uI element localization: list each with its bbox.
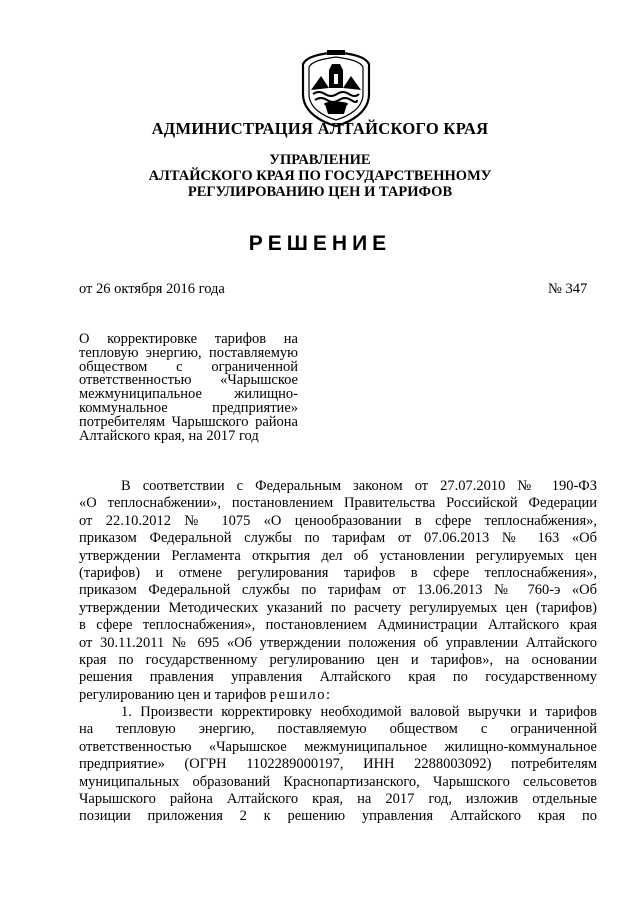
body-line: «О теплоснабжении», постановлением Правительства Российской Федерации: [79, 495, 597, 512]
altai-krai-coat-of-arms-icon: [299, 50, 373, 128]
body-line: утверждении Регламента открытия дел об установлении регулируемых цен: [79, 547, 597, 564]
decision-subject: О корректировке тарифов на тепловую энергию, поставляемую обществом с ограниченной ответственностью «Чарышское межмуниципальное жилищно-коммунальное предприятие» потребителям Чарышского района Алтайского края, на 2017 год: [79, 331, 298, 444]
body-line: (тарифов) и отмене регулирования тарифов в сфере теплоснабжения»,: [79, 564, 597, 581]
body-line: от 22.10.2012 № 1075 «О ценообразовании в сфере теплоснабжения»,: [79, 512, 597, 529]
department-line: АЛТАЙСКОГО КРАЯ ПО ГОСУДАРСТВЕННОМУ: [148, 168, 492, 184]
body-line-text: регулированию цен и тарифов: [79, 686, 270, 703]
department-name: [0, 152, 640, 200]
org-title: АДМИНИСТРАЦИЯ АЛТАЙСКОГО КРАЯ: [151, 119, 489, 138]
body-line: решения правления управления Алтайского края по государственному: [79, 669, 597, 686]
body-line: Чарышского района Алтайского края, на 2017 год, изложив отдельные: [79, 791, 597, 808]
body-line: утверждении Методических указаний по расчету регулируемых цен (тарифов): [79, 599, 597, 616]
department-line: РЕГУЛИРОВАНИЮ ЦЕН И ТАРИФОВ: [187, 184, 453, 200]
body-line: позиции приложения 2 к решению управления Алтайского края по: [79, 808, 597, 825]
resolved-word: решило:: [269, 686, 332, 703]
body-line: в сфере теплоснабжения», постановлением Администрации Алтайского края: [79, 617, 597, 634]
body-line: В соответствии с Федеральным законом от 27.07.2010 № 190-ФЗ: [121, 478, 597, 494]
body-line: приказом Федеральной службы по тарифам от 07.06.2013 № 163 «Об: [79, 530, 597, 547]
decision-body: [79, 478, 597, 826]
body-line: на тепловую энергию, поставляемую обществом с ограниченной: [79, 721, 597, 738]
body-line: от 30.11.2011 № 695 «Об утверждении положения об управлении Алтайского: [79, 634, 597, 651]
body-line: 1. Произвести корректировку необходимой валовой выручки и тарифов: [121, 704, 597, 721]
body-line: [79, 687, 597, 704]
body-line: приказом Федеральной службы по тарифам от 13.06.2013 № 760-э «Об: [79, 582, 597, 599]
body-line: края по государственному регулированию цен и тарифов», на основании: [79, 651, 597, 668]
body-line: предприятие» (ОГРН 1102289000197, ИНН 2288003092) потребителям: [79, 756, 597, 773]
body-line: муниципальных образований Краснопартизанского, Чарышского сельсоветов: [79, 773, 597, 790]
decision-date: от 26 октября 2016 года: [79, 281, 225, 297]
department-line: УПРАВЛЕНИЕ: [269, 152, 371, 168]
decision-title: РЕШЕНИЕ: [248, 232, 392, 255]
decision-number: № 347: [548, 281, 588, 297]
body-line: ответственностью «Чарышское межмуниципальное жилищно-коммунальное: [79, 738, 597, 755]
